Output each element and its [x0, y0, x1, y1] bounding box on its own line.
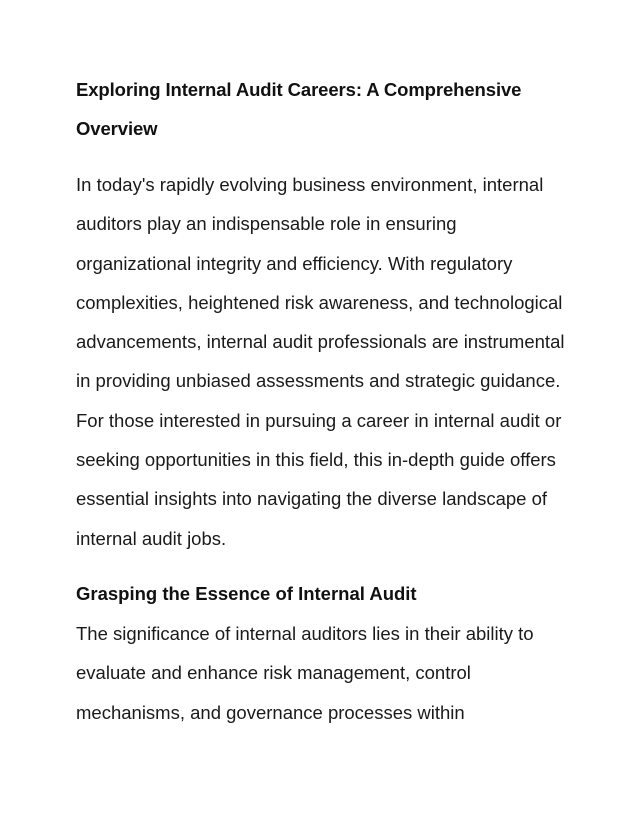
document-title: Exploring Internal Audit Careers: A Comprehensive Overview [76, 79, 522, 139]
section-paragraph: The significance of internal auditors lies in their ability to evaluate and enhance risk management, control mechanisms, and governance processes within [76, 622, 534, 723]
document-page [76, 70, 566, 732]
intro-paragraph: In today's rapidly evolving business environment, internal auditors play an indispensable role in ensuring organizational integrity and efficiency. With regulatory complexities, heightened risk awareness, and technological advancements, internal audit professionals are instrumental in providing unbiased assessments and strategic guidance. For those interested in pursuing a career in internal audit or seeking opportunities in this field, this in-depth guide offers essential insights into navigating the diverse landscape of internal audit jobs. [76, 174, 565, 549]
section-heading: Grasping the Essence of Internal Audit [76, 582, 417, 604]
